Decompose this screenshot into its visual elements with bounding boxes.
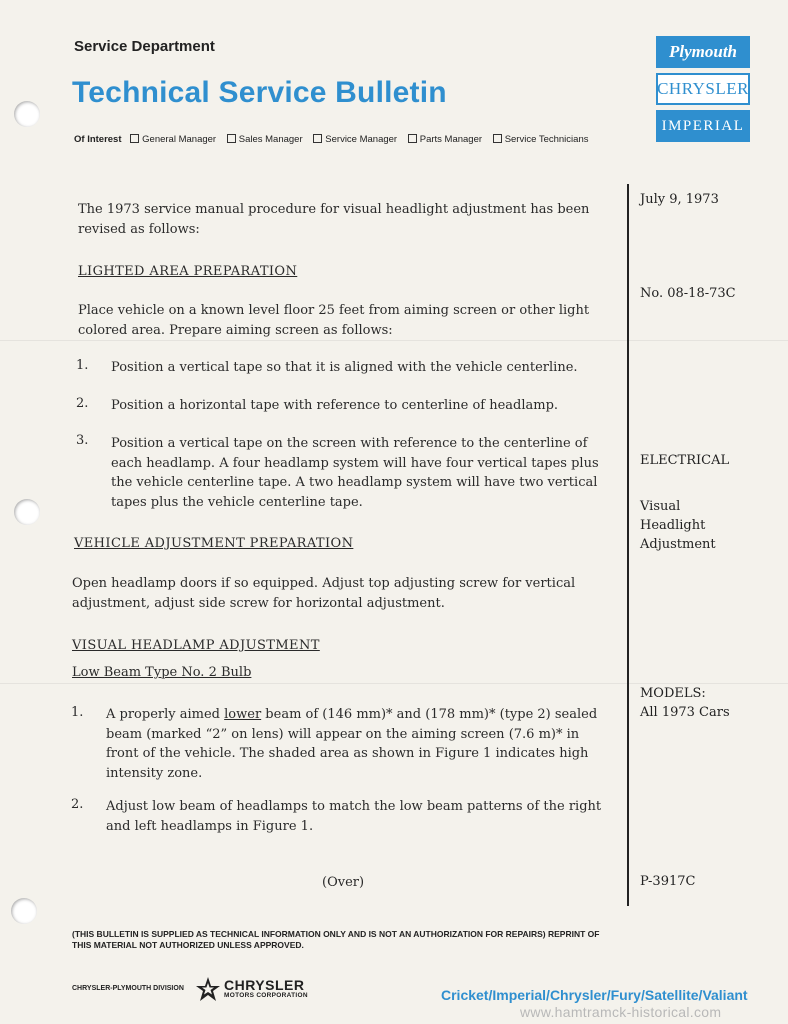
intro-paragraph: The 1973 service manual procedure for visual headlight adjustment has been revised as follows: — [78, 202, 590, 237]
punch-hole-bottom — [11, 898, 37, 924]
interest-option: Service Technicians — [493, 134, 589, 145]
form-number: P-3917C — [640, 874, 696, 889]
section2-paragraph: Open headlamp doors if so equipped. Adjust top adjusting screw for vertical adjustment, adjust side screw for horizontal adjustment. — [72, 576, 576, 611]
list-item: Position a vertical tape so that it is aligned with the vehicle centerline. — [111, 360, 578, 375]
list-number: 1. — [71, 705, 84, 720]
interest-option: General Manager — [130, 134, 216, 145]
disclaimer: (THIS BULLETIN IS SUPPLIED AS TECHNICAL INFORMATION ONLY AND IS NOT AN AUTHORIZATION FOR REPAIRS) REPRINT OF THIS MATERIAL NOT AUTHORIZED UNLESS APPROVED. — [72, 929, 600, 950]
list-item: Adjust low beam of headlamps to match the low beam patterns of the right and left headlamps in Figure 1. — [106, 799, 602, 834]
column-divider — [627, 184, 629, 906]
list-item: Position a vertical tape on the screen with reference to the centerline of each headlamp. A four headlamp system will have four vertical tapes plus the vehicle centerline tape. A two headlamp system will have two vertical tapes plus the vehicle centerline tape. — [111, 436, 599, 510]
fold-line — [0, 340, 788, 341]
underlined-word: lower — [224, 707, 262, 722]
brand-imperial: IMPERIAL — [656, 110, 750, 142]
section-heading-visual-headlamp: VISUAL HEADLAMP ADJUSTMENT — [72, 638, 320, 653]
models-block — [640, 684, 730, 722]
models-list: Cricket/Imperial/Chrysler/Fury/Satellite/Valiant — [441, 987, 748, 1003]
checkbox — [313, 134, 322, 143]
punch-hole-middle — [14, 499, 40, 525]
section1-paragraph: Place vehicle on a known level floor 25 feet from aiming screen or other light colored area. Prepare aiming screen as follows: — [78, 303, 590, 338]
models-label: MODELS: — [640, 686, 706, 701]
division-label: CHRYSLER-PLYMOUTH DIVISION — [72, 985, 184, 992]
checkbox — [408, 134, 417, 143]
section-heading-lighted-area: LIGHTED AREA PREPARATION — [78, 264, 298, 279]
interest-option: Sales Manager — [227, 134, 303, 145]
brand-chrysler: CHRYSLER — [656, 73, 750, 105]
list-number: 1. — [76, 358, 89, 373]
department-label: Service Department — [74, 38, 215, 55]
list-number: 2. — [71, 797, 84, 812]
of-interest-label: Of Interest — [74, 134, 122, 145]
section-heading-vehicle-adjustment: VEHICLE ADJUSTMENT PREPARATION — [74, 536, 354, 551]
subheading-low-beam: Low Beam Type No. 2 Bulb — [72, 665, 252, 680]
chrysler-corporation-logo: CHRYSLER MOTORS CORPORATION — [224, 977, 308, 999]
bulletin-subject: Visual Headlight Adjustment — [640, 499, 716, 552]
list-number: 3. — [76, 433, 89, 448]
brand-plymouth: Plymouth — [656, 36, 750, 68]
list-item: Position a horizontal tape with reference to centerline of headlamp. — [111, 398, 559, 413]
checkbox — [130, 134, 139, 143]
models-value: All 1973 Cars — [640, 705, 730, 720]
over-note: (Over) — [322, 875, 365, 890]
punch-hole-top — [14, 101, 40, 127]
interest-option: Parts Manager — [408, 134, 482, 145]
watermark: www.hamtramck-historical.com — [520, 1004, 722, 1020]
checkbox — [493, 134, 502, 143]
bulletin-category: ELECTRICAL — [640, 453, 730, 468]
list-item: A properly aimed lower beam of (146 mm)* and (178 mm)* (type 2) sealed beam (marked “2” on lens) will appear on the aiming screen (7.6 m)* in front of the vehicle. The shaded area as shown in Figure 1 indicates high intensity zone. — [106, 707, 598, 781]
interest-option: Service Manager — [313, 134, 397, 145]
pentastar-icon — [196, 977, 220, 1001]
bulletin-number: No. 08-18-73C — [640, 286, 736, 301]
bulletin-date: July 9, 1973 — [640, 192, 719, 207]
list-number: 2. — [76, 396, 89, 411]
of-interest-row — [74, 134, 596, 145]
page-title: Technical Service Bulletin — [72, 76, 447, 109]
checkbox — [227, 134, 236, 143]
